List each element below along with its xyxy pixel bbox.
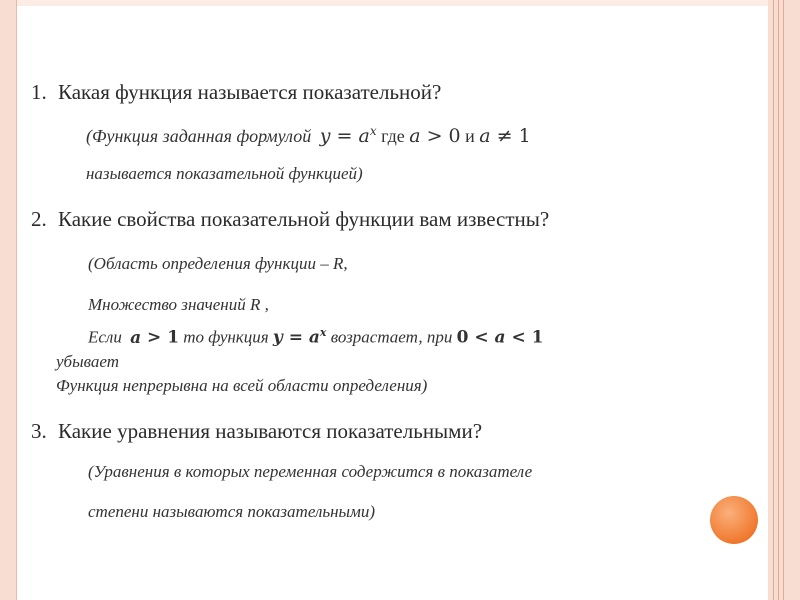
answer-1-line-2: называется показательной функцией) xyxy=(86,164,363,183)
answer-1-where: где xyxy=(376,126,410,146)
answer-2-range: Множество значений R , xyxy=(88,295,269,314)
question-3 xyxy=(31,419,482,444)
condition-a-2: a xyxy=(479,125,491,147)
formula-base-bold: a xyxy=(308,327,320,348)
question-1-text: Какая функция называется показательной? xyxy=(58,80,442,104)
condition-lt-one: < 1 xyxy=(505,327,544,348)
answer-2-increases: возрастает, при xyxy=(326,327,457,347)
top-frame-band xyxy=(17,0,768,6)
answer-1-and: и xyxy=(460,126,480,146)
right-frame-line xyxy=(783,0,784,600)
condition-gt-one: > 1 xyxy=(141,327,180,348)
answer-2-domain: (Область определения функции – R, xyxy=(88,254,348,273)
orange-circle-decoration xyxy=(710,496,758,544)
left-frame-line xyxy=(16,0,17,600)
answer-3-line-2: степени называются показательными) xyxy=(88,502,376,521)
condition-lt-1: < xyxy=(468,327,495,348)
answer-1-intro: (Функция заданная формулой xyxy=(86,126,312,146)
question-1-number: 1. xyxy=(31,80,47,104)
right-frame-line xyxy=(773,0,774,600)
question-2-number: 2. xyxy=(31,207,47,231)
condition-ne-one: ≠ 1 xyxy=(490,125,531,147)
condition-zero: 0 xyxy=(456,327,469,348)
formula-equals-bold: = xyxy=(282,327,309,348)
question-1 xyxy=(31,80,441,105)
answer-2-if: Если xyxy=(88,327,122,347)
answer-2-monotonic xyxy=(88,326,543,348)
formula-equals: = xyxy=(330,125,359,147)
condition-a-bold-2: a xyxy=(494,327,506,348)
answer-1-line-1 xyxy=(86,124,531,147)
left-frame-band xyxy=(0,0,16,600)
condition-gt-zero: > 0 xyxy=(420,125,461,147)
answer-2-then: то функция xyxy=(179,327,273,347)
question-3-text: Какие уравнения называются показательными? xyxy=(58,419,483,443)
formula-base: a xyxy=(358,125,370,147)
question-2 xyxy=(31,207,549,232)
answer-3-line-1: (Уравнения в которых переменная содержится в показателе xyxy=(88,462,533,481)
condition-a: a xyxy=(409,125,421,147)
formula-exponent: x xyxy=(369,124,377,138)
formula-y: y xyxy=(319,125,331,147)
condition-a-bold: a xyxy=(130,327,142,348)
right-frame-line xyxy=(778,0,779,600)
answer-2-decreases: убывает xyxy=(56,352,119,371)
formula-exponent-bold: x xyxy=(319,326,327,339)
answer-2-continuous: Функция непрерывна на всей области определения) xyxy=(56,376,428,395)
question-3-number: 3. xyxy=(31,419,47,443)
formula-y-bold: y xyxy=(272,327,283,348)
question-2-text: Какие свойства показательной функции вам известны? xyxy=(58,207,550,231)
